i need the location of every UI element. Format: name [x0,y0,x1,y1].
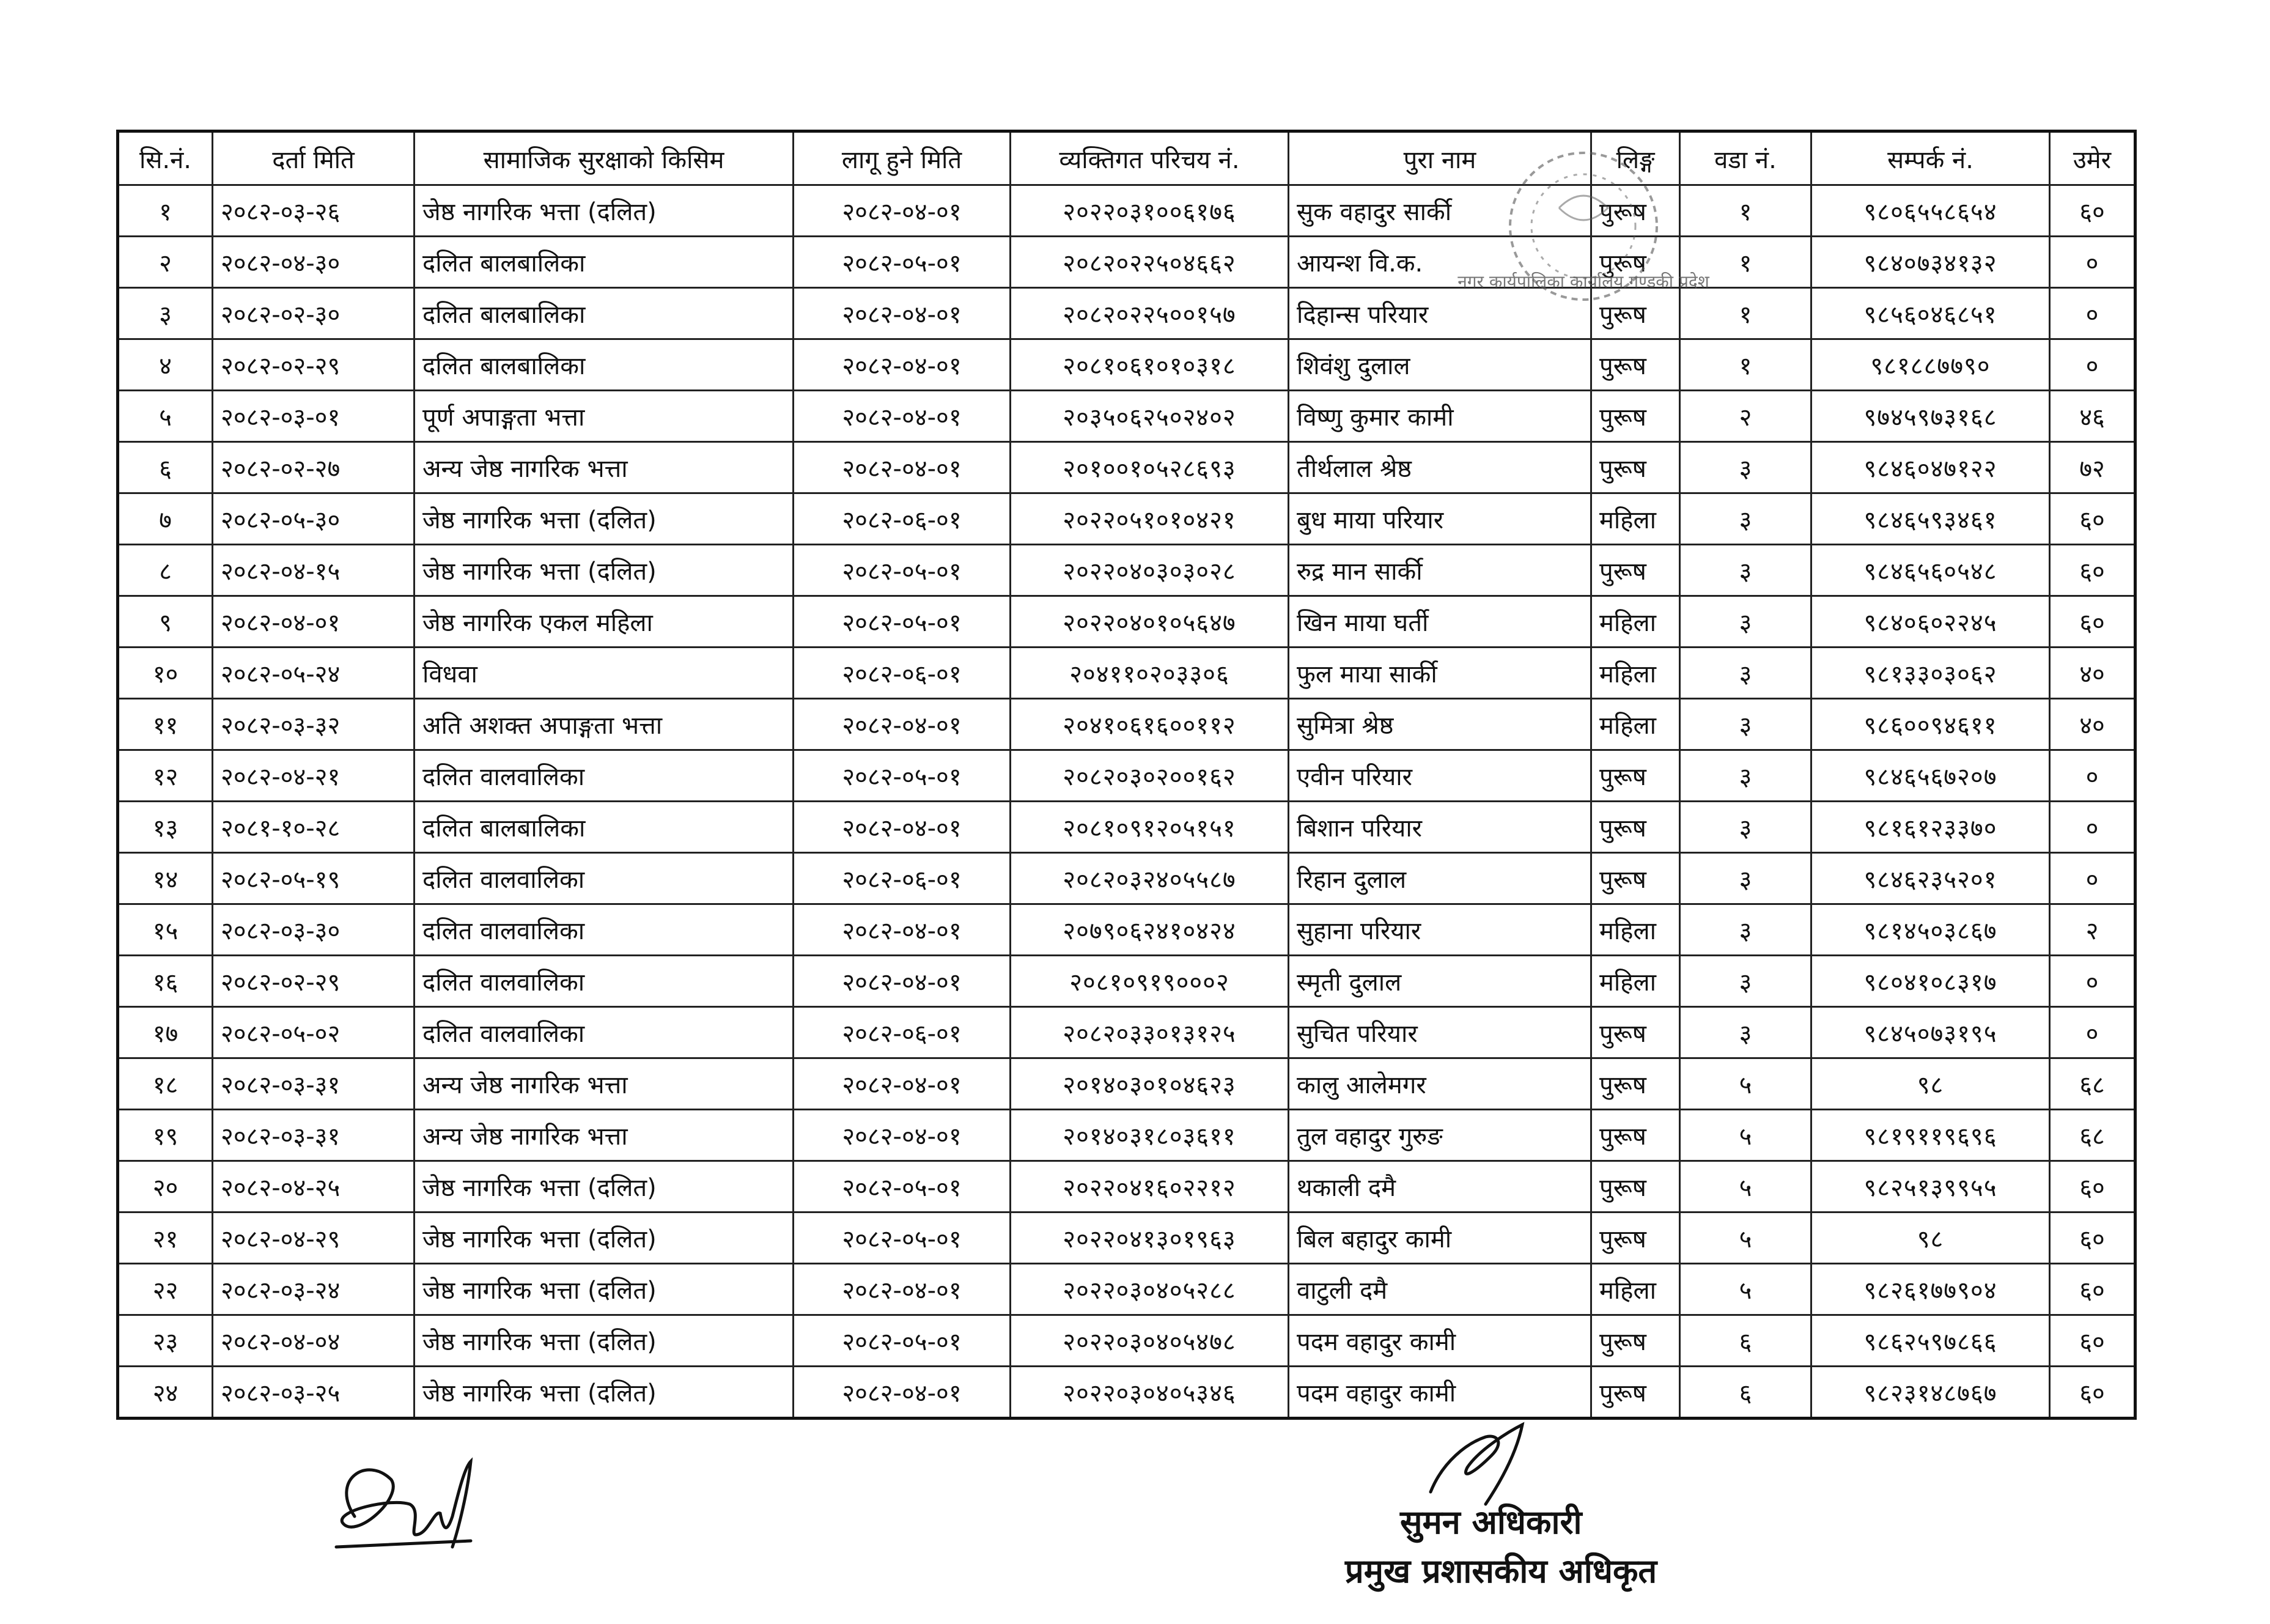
cell-gender: पुरूष [1591,545,1680,596]
cell-ward: ६ [1680,1367,1811,1419]
cell-age: ६० [2050,545,2135,596]
cell-personal-id: २०८२०३३०१३१२५ [1011,1007,1289,1058]
table-row [118,1315,2135,1367]
cell-full-name: कालु आलेमगर [1289,1058,1591,1110]
cell-age: ० [2050,288,2135,339]
cell-contact: ९८१९११९६९६ [1811,1110,2050,1161]
cell-gender: पुरूष [1591,339,1680,391]
col-header-effective-date: लागू हुने मिति [794,131,1011,185]
table-row [118,1058,2135,1110]
cell-personal-id: २०७९०६२४१०४२४ [1011,904,1289,956]
cell-contact: ९८४०७३४१३२ [1811,237,2050,288]
table-row [118,956,2135,1007]
col-header-full-name: पुरा नाम [1289,131,1591,185]
col-header-age: उमेर [2050,131,2135,185]
cell-contact: ९८०४१०८३१७ [1811,956,2050,1007]
cell-ward: ५ [1680,1161,1811,1212]
cell-security-type: दलित बालबालिका [415,802,794,853]
cell-ward: ५ [1680,1110,1811,1161]
cell-age: ६० [2050,1161,2135,1212]
signatory-title: प्रमुख प्रशासकीय अधिकृत [1345,1551,1657,1590]
cell-age: ० [2050,853,2135,904]
cell-full-name: थकाली दमै [1289,1161,1591,1212]
cell-registration-date: २०८२-०४-२९ [213,1212,415,1264]
col-header-security-type: सामाजिक सुरक्षाको किसिम [415,131,794,185]
cell-serial: १३ [118,802,213,853]
cell-security-type: जेष्ठ नागरिक भत्ता (दलित) [415,1212,794,1264]
cell-gender: पुरूष [1591,185,1680,237]
table-row [118,596,2135,648]
cell-personal-id: २०८२०२२५०४६६२ [1011,237,1289,288]
cell-security-type: जेष्ठ नागरिक भत्ता (दलित) [415,185,794,237]
cell-age: ६८ [2050,1058,2135,1110]
cell-registration-date: २०८२-०२-२९ [213,956,415,1007]
cell-gender: महिला [1591,596,1680,648]
cell-ward: १ [1680,339,1811,391]
cell-age: ० [2050,750,2135,802]
cell-gender: पुरूष [1591,1315,1680,1367]
cell-security-type: जेष्ठ नागरिक भत्ता (दलित) [415,493,794,545]
cell-security-type: अन्य जेष्ठ नागरिक भत्ता [415,1058,794,1110]
cell-serial: ५ [118,391,213,442]
table-row [118,802,2135,853]
col-header-gender: लिङ्ग [1591,131,1680,185]
cell-gender: पुरूष [1591,1161,1680,1212]
cell-security-type: अति अशक्त अपाङ्गता भत्ता [415,699,794,750]
cell-personal-id: २०२२०३०४०५४७८ [1011,1315,1289,1367]
cell-registration-date: २०८१-१०-२८ [213,802,415,853]
cell-security-type: जेष्ठ नागरिक भत्ता (दलित) [415,1315,794,1367]
table-row [118,1161,2135,1212]
cell-serial: १० [118,648,213,699]
cell-personal-id: २०३५०६२५०२४०२ [1011,391,1289,442]
cell-effective-date: २०८२-०५-०१ [794,1161,1011,1212]
cell-registration-date: २०८२-०३-३१ [213,1058,415,1110]
cell-contact: ९८०६५५८६५४ [1811,185,2050,237]
cell-ward: ३ [1680,442,1811,493]
cell-ward: ५ [1680,1264,1811,1315]
cell-effective-date: २०८२-०६-०१ [794,853,1011,904]
cell-contact: ९८१८८७७९० [1811,339,2050,391]
cell-personal-id: २०४११०२०३३०६ [1011,648,1289,699]
cell-ward: १ [1680,185,1811,237]
cell-registration-date: २०८२-०३-२६ [213,185,415,237]
cell-gender: पुरूष [1591,1367,1680,1419]
cell-age: ६० [2050,1264,2135,1315]
cell-contact: ९७४५९७३१६८ [1811,391,2050,442]
cell-serial: ७ [118,493,213,545]
cell-registration-date: २०८२-०३-३२ [213,699,415,750]
cell-full-name: एवीन परियार [1289,750,1591,802]
cell-security-type: पूर्ण अपाङ्गता भत्ता [415,391,794,442]
cell-registration-date: २०८२-०२-२७ [213,442,415,493]
cell-full-name: शिवंशु दुलाल [1289,339,1591,391]
signatory-name: सुमन अधिकारी [1400,1502,1582,1541]
cell-security-type: दलित बालबालिका [415,288,794,339]
cell-serial: १ [118,185,213,237]
cell-age: ४० [2050,699,2135,750]
cell-ward: ३ [1680,1007,1811,1058]
cell-registration-date: २०८२-०४-२१ [213,750,415,802]
cell-ward: ५ [1680,1058,1811,1110]
table-row [118,1367,2135,1419]
table-row [118,391,2135,442]
signature-right [1394,1419,1553,1510]
cell-ward: १ [1680,237,1811,288]
cell-age: ४० [2050,648,2135,699]
cell-security-type: दलित वालवालिका [415,956,794,1007]
cell-serial: २४ [118,1367,213,1419]
table-row [118,493,2135,545]
cell-effective-date: २०८२-०५-०१ [794,1315,1011,1367]
cell-personal-id: २०१४०३१८०३६११ [1011,1110,1289,1161]
cell-gender: पुरूष [1591,750,1680,802]
cell-gender: महिला [1591,648,1680,699]
signature-left [318,1443,489,1565]
cell-full-name: दिहान्स परियार [1289,288,1591,339]
table-row [118,1264,2135,1315]
col-header-ward: वडा नं. [1680,131,1811,185]
cell-registration-date: २०८२-०४-०१ [213,596,415,648]
cell-gender: पुरूष [1591,1007,1680,1058]
table-row [118,339,2135,391]
cell-gender: महिला [1591,904,1680,956]
cell-effective-date: २०८२-०४-०१ [794,442,1011,493]
cell-contact: ९८ [1811,1212,2050,1264]
cell-contact: ९८२६१७७९०४ [1811,1264,2050,1315]
cell-personal-id: २०२२०४१६०२२१२ [1011,1161,1289,1212]
cell-security-type: जेष्ठ नागरिक भत्ता (दलित) [415,1161,794,1212]
cell-personal-id: २०४१०६१६००११२ [1011,699,1289,750]
cell-serial: ४ [118,339,213,391]
cell-registration-date: २०८२-०४-०४ [213,1315,415,1367]
cell-personal-id: २०२२०५१०१०४२१ [1011,493,1289,545]
cell-contact: ९८४६५६०५४८ [1811,545,2050,596]
cell-contact: ९८ [1811,1058,2050,1110]
cell-personal-id: २०२२०३०४०५३४६ [1011,1367,1289,1419]
cell-ward: ३ [1680,545,1811,596]
cell-contact: ९८४५०७३१९५ [1811,1007,2050,1058]
cell-gender: पुरूष [1591,391,1680,442]
cell-full-name: सुक वहादुर सार्की [1289,185,1591,237]
cell-gender: पुरूष [1591,1110,1680,1161]
table-row [118,545,2135,596]
cell-serial: १२ [118,750,213,802]
cell-registration-date: २०८२-०५-१९ [213,853,415,904]
cell-personal-id: २०८२०२२५००१५७ [1011,288,1289,339]
cell-security-type: दलित वालवालिका [415,853,794,904]
cell-contact: ९८६२५९७८६६ [1811,1315,2050,1367]
cell-serial: १६ [118,956,213,1007]
cell-personal-id: २०२२०४०१०५६४७ [1011,596,1289,648]
cell-age: ६० [2050,1367,2135,1419]
cell-serial: १५ [118,904,213,956]
cell-ward: ३ [1680,750,1811,802]
cell-contact: ९८६००९४६११ [1811,699,2050,750]
table-row [118,288,2135,339]
cell-effective-date: २०८२-०४-०१ [794,1058,1011,1110]
cell-ward: ३ [1680,956,1811,1007]
table-row [118,699,2135,750]
cell-serial: ३ [118,288,213,339]
cell-full-name: रिहान दुलाल [1289,853,1591,904]
cell-personal-id: २०८१०९१९०००२ [1011,956,1289,1007]
cell-serial: १४ [118,853,213,904]
col-header-contact: सम्पर्क नं. [1811,131,2050,185]
cell-security-type: जेष्ठ नागरिक भत्ता (दलित) [415,1367,794,1419]
cell-registration-date: २०८२-०४-२५ [213,1161,415,1212]
col-header-serial: सि.नं. [118,131,213,185]
cell-ward: ३ [1680,596,1811,648]
table-row [118,750,2135,802]
cell-contact: ९८४६५६७२०७ [1811,750,2050,802]
table-row [118,648,2135,699]
cell-security-type: जेष्ठ नागरिक एकल महिला [415,596,794,648]
cell-personal-id: २०२२०४०३०३०२८ [1011,545,1289,596]
cell-personal-id: २०१००१०५२८६९३ [1011,442,1289,493]
cell-gender: महिला [1591,956,1680,1007]
col-header-personal-id: व्यक्तिगत परिचय नं. [1011,131,1289,185]
cell-registration-date: २०८२-०३-३१ [213,1110,415,1161]
cell-age: ० [2050,237,2135,288]
cell-age: २ [2050,904,2135,956]
cell-security-type: दलित बालबालिका [415,237,794,288]
cell-contact: ९८४६२३५२०१ [1811,853,2050,904]
cell-serial: १७ [118,1007,213,1058]
cell-full-name: पदम वहादुर कामी [1289,1315,1591,1367]
cell-full-name: सुचित परियार [1289,1007,1591,1058]
cell-ward: ६ [1680,1315,1811,1367]
cell-registration-date: २०८२-०५-२४ [213,648,415,699]
cell-effective-date: २०८२-०५-०१ [794,750,1011,802]
cell-effective-date: २०८२-०४-०१ [794,391,1011,442]
cell-serial: २० [118,1161,213,1212]
cell-ward: ३ [1680,802,1811,853]
cell-full-name: वाटुली दमै [1289,1264,1591,1315]
cell-full-name: खिन माया घर्ती [1289,596,1591,648]
cell-security-type: जेष्ठ नागरिक भत्ता (दलित) [415,1264,794,1315]
cell-serial: १८ [118,1058,213,1110]
cell-effective-date: २०८२-०६-०१ [794,493,1011,545]
cell-effective-date: २०८२-०४-०१ [794,185,1011,237]
cell-security-type: दलित वालवालिका [415,750,794,802]
cell-serial: ११ [118,699,213,750]
cell-age: ६० [2050,1212,2135,1264]
cell-full-name: बिशान परियार [1289,802,1591,853]
cell-effective-date: २०८२-०६-०१ [794,648,1011,699]
table-row [118,1212,2135,1264]
cell-ward: ३ [1680,699,1811,750]
table-row [118,1007,2135,1058]
table-row [118,853,2135,904]
cell-ward: ३ [1680,853,1811,904]
cell-serial: १९ [118,1110,213,1161]
cell-effective-date: २०८२-०६-०१ [794,1007,1011,1058]
cell-full-name: विष्णु कुमार कामी [1289,391,1591,442]
cell-gender: पुरूष [1591,853,1680,904]
cell-age: ६० [2050,596,2135,648]
cell-full-name: सुहाना परियार [1289,904,1591,956]
cell-age: ० [2050,802,2135,853]
cell-gender: पुरूष [1591,1212,1680,1264]
cell-personal-id: २०८२०३२४०५५८७ [1011,853,1289,904]
cell-effective-date: २०८२-०५-०१ [794,596,1011,648]
cell-personal-id: २०२२०३१००६१७६ [1011,185,1289,237]
cell-effective-date: २०८२-०५-०१ [794,1212,1011,1264]
cell-registration-date: २०८२-०५-३० [213,493,415,545]
cell-ward: १ [1680,288,1811,339]
cell-contact: ९८१३३०३०६२ [1811,648,2050,699]
cell-age: ६८ [2050,1110,2135,1161]
cell-age: ० [2050,956,2135,1007]
col-header-registration-date: दर्ता मिति [213,131,415,185]
cell-serial: ८ [118,545,213,596]
cell-registration-date: २०८२-०३-०१ [213,391,415,442]
cell-age: ४६ [2050,391,2135,442]
cell-age: ० [2050,1007,2135,1058]
cell-effective-date: २०८२-०५-०१ [794,237,1011,288]
cell-effective-date: २०८२-०४-०१ [794,1264,1011,1315]
cell-serial: ६ [118,442,213,493]
cell-full-name: सुमित्रा श्रेष्ठ [1289,699,1591,750]
cell-effective-date: २०८२-०४-०१ [794,904,1011,956]
cell-ward: ३ [1680,648,1811,699]
cell-serial: २३ [118,1315,213,1367]
cell-contact: ९८१६१२३३७० [1811,802,2050,853]
cell-contact: ९८२५१३९९५५ [1811,1161,2050,1212]
cell-full-name: तुल वहादुर गुरुङ [1289,1110,1591,1161]
cell-ward: २ [1680,391,1811,442]
cell-effective-date: २०८२-०४-०१ [794,1367,1011,1419]
stamp-text: नगर कार्यपालिका कार्यालय गण्डकी प्रदेश [1457,271,1709,292]
cell-full-name: रुद्र मान सार्की [1289,545,1591,596]
table-row [118,442,2135,493]
cell-serial: ९ [118,596,213,648]
cell-effective-date: २०८२-०४-०१ [794,956,1011,1007]
cell-contact: ९८५६०४६८५१ [1811,288,2050,339]
cell-full-name: बुध माया परियार [1289,493,1591,545]
cell-gender: पुरूष [1591,1058,1680,1110]
cell-personal-id: २०८२०३०२००१६२ [1011,750,1289,802]
cell-serial: २ [118,237,213,288]
cell-registration-date: २०८२-०४-१५ [213,545,415,596]
cell-full-name: तीर्थलाल श्रेष्ठ [1289,442,1591,493]
cell-full-name: फुल माया सार्की [1289,648,1591,699]
cell-registration-date: २०८२-०२-३० [213,288,415,339]
table-row [118,904,2135,956]
cell-personal-id: २०८१०६१०१०३१८ [1011,339,1289,391]
cell-registration-date: २०८२-०४-३० [213,237,415,288]
cell-security-type: विधवा [415,648,794,699]
cell-effective-date: २०८२-०४-०१ [794,802,1011,853]
cell-full-name: स्मृती दुलाल [1289,956,1591,1007]
cell-security-type: दलित वालवालिका [415,1007,794,1058]
cell-gender: पुरूष [1591,237,1680,288]
cell-registration-date: २०८२-०३-२५ [213,1367,415,1419]
cell-personal-id: २०२२०४१३०१९६३ [1011,1212,1289,1264]
cell-effective-date: २०८२-०४-०१ [794,699,1011,750]
table-header-row [118,131,2135,185]
cell-security-type: अन्य जेष्ठ नागरिक भत्ता [415,1110,794,1161]
cell-age: ६० [2050,493,2135,545]
cell-contact: ९८१४५०३८६७ [1811,904,2050,956]
cell-ward: ५ [1680,1212,1811,1264]
cell-serial: २२ [118,1264,213,1315]
cell-effective-date: २०८२-०५-०१ [794,545,1011,596]
cell-gender: पुरूष [1591,802,1680,853]
cell-security-type: दलित वालवालिका [415,904,794,956]
cell-age: ६० [2050,1315,2135,1367]
cell-effective-date: २०८२-०४-०१ [794,1110,1011,1161]
cell-contact: ९८४०६०२२४५ [1811,596,2050,648]
cell-security-type: दलित बालबालिका [415,339,794,391]
cell-ward: ३ [1680,493,1811,545]
cell-gender: महिला [1591,1264,1680,1315]
cell-gender: पुरूष [1591,442,1680,493]
table-row [118,1110,2135,1161]
office-stamp [1457,135,1709,318]
cell-security-type: जेष्ठ नागरिक भत्ता (दलित) [415,545,794,596]
cell-age: ७२ [2050,442,2135,493]
cell-effective-date: २०८२-०४-०१ [794,339,1011,391]
cell-registration-date: २०८२-०५-०२ [213,1007,415,1058]
cell-personal-id: २०८१०९१२०५१५१ [1011,802,1289,853]
cell-contact: ९८४६५९३४६१ [1811,493,2050,545]
cell-age: ० [2050,339,2135,391]
cell-personal-id: २०१४०३०१०४६२३ [1011,1058,1289,1110]
cell-registration-date: २०८२-०२-२९ [213,339,415,391]
cell-serial: २१ [118,1212,213,1264]
cell-full-name: पदम वहादुर कामी [1289,1367,1591,1419]
table-body [118,185,2135,1419]
cell-contact: ९८४६०४७१२२ [1811,442,2050,493]
cell-effective-date: २०८२-०४-०१ [794,288,1011,339]
cell-gender: महिला [1591,493,1680,545]
cell-registration-date: २०८२-०३-३० [213,904,415,956]
cell-gender: पुरूष [1591,288,1680,339]
cell-registration-date: २०८२-०३-२४ [213,1264,415,1315]
cell-security-type: अन्य जेष्ठ नागरिक भत्ता [415,442,794,493]
beneficiary-table [116,130,2137,1420]
cell-personal-id: २०२२०३०४०५२८८ [1011,1264,1289,1315]
cell-age: ६० [2050,185,2135,237]
cell-contact: ९८२३१४८७६७ [1811,1367,2050,1419]
cell-full-name: बिल बहादुर कामी [1289,1212,1591,1264]
cell-full-name: आयन्श वि.क. [1289,237,1591,288]
cell-gender: महिला [1591,699,1680,750]
table-row [118,185,2135,237]
cell-ward: ३ [1680,904,1811,956]
table-row [118,237,2135,288]
